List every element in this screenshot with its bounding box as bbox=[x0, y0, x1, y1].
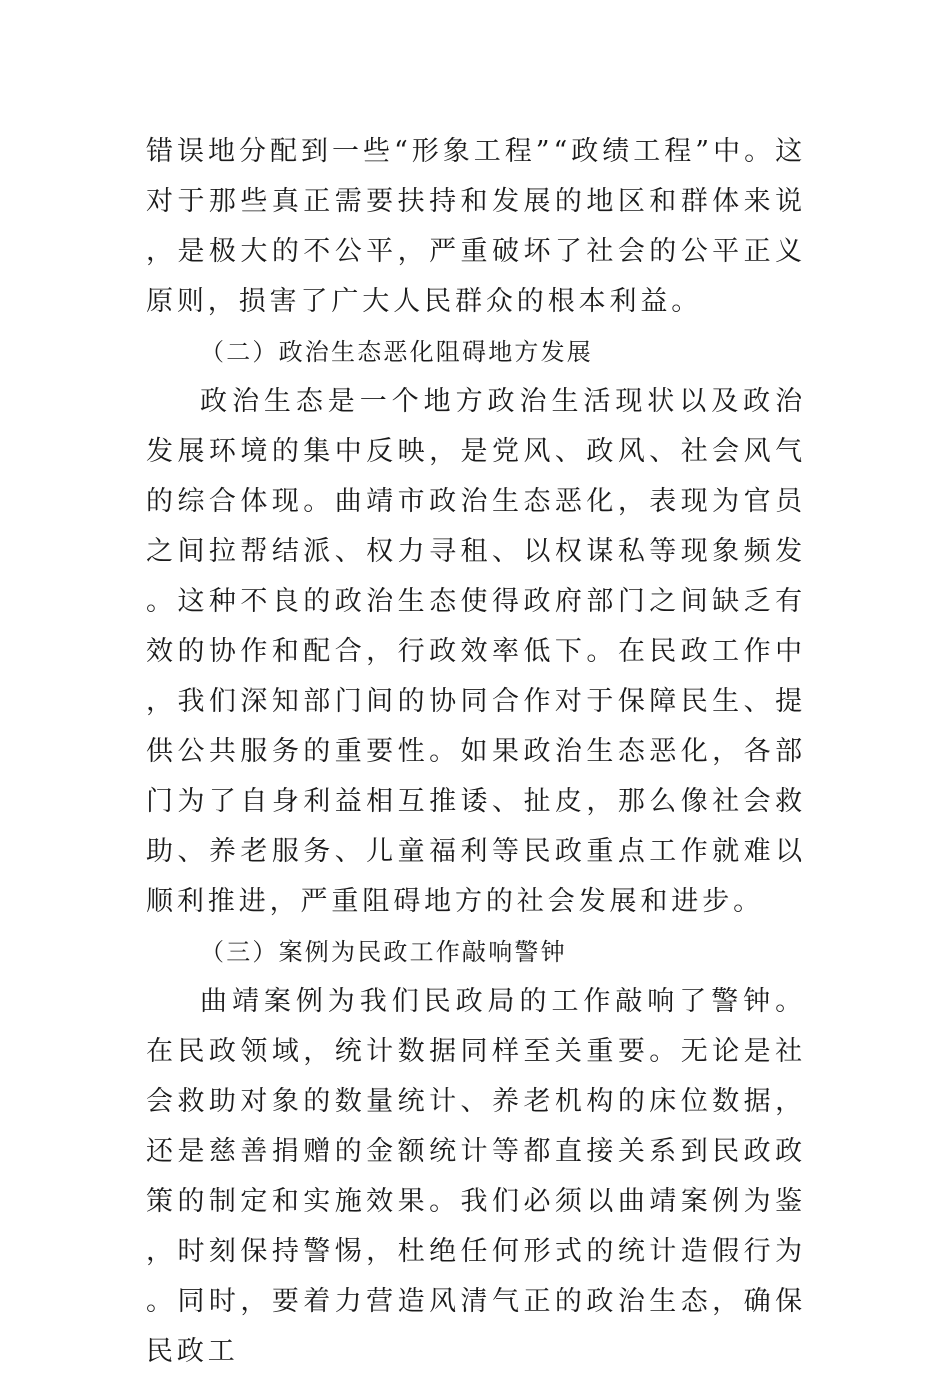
paragraph-warning-case: 曲靖案例为我们民政局的工作敲响了警钟。在民政领域，统计数据同样至关重要。无论是社会救助对象的数量统计、养老机构的床位数据，还是慈善捐赠的金额统计等都直接关系到民政政策的制定和实施效果。我们必须以曲靖案例为鉴，时刻保持警惕，杜绝任何形式的统计造假行为。同时，要着力营造风清气正的政治生态，确保民政工 bbox=[146, 986, 806, 1367]
paragraph-political-ecology: 政治生态是一个地方政治生活现状以及政治发展环境的集中反映，是党风、政风、社会风气的综合体现。曲靖市政治生态恶化，表现为官员之间拉帮结派、权力寻租、以权谋私等现象频发。这种不良的政治生态使得政府部门之间缺乏有效的协作和配合，行政效率低下。在民政工作中，我们深知部门间的协同合作对于保障民生、提供公共服务的重要性。如果政治生态恶化，各部门为了自身利益相互推诿、扯皮，那么像社会救助、养老服务、儿童福利等民政重点工作就难以顺利推进，严重阻碍地方的社会发展和进步。 bbox=[146, 386, 806, 917]
document-body bbox=[146, 127, 806, 1377]
section-heading-3: （三）案例为民政工作敲响警钟 bbox=[200, 938, 567, 966]
section-heading-2: （二）政治生态恶化阻碍地方发展 bbox=[200, 338, 593, 366]
paragraph-continuation: 错误地分配到一些“形象工程”“政绩工程”中。这对于那些真正需要扶持和发展的地区和群体来说，是极大的不公平，严重破坏了社会的公平正义原则，损害了广大人民群众的根本利益。 bbox=[146, 136, 806, 317]
